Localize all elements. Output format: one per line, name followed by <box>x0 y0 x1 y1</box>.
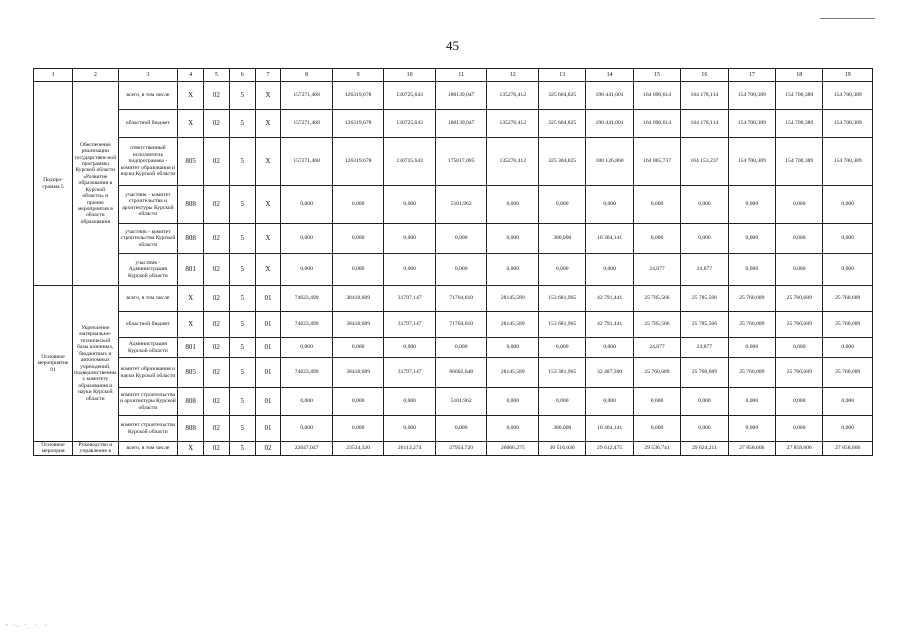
amount-cell: 0,000 <box>633 224 680 254</box>
amount-cell: 154 700,389 <box>823 138 873 186</box>
grbs-code-cell: X <box>178 286 204 312</box>
amount-cell: 164 178,114 <box>681 110 728 138</box>
column-header: 2 <box>73 69 118 82</box>
amount-cell: 0,000 <box>823 338 873 358</box>
table-row <box>34 224 873 254</box>
section-code-cell: 02 <box>204 416 230 442</box>
amount-cell: 154 700,389 <box>728 138 775 186</box>
amount-cell: 25 785,566 <box>633 286 680 312</box>
amount-cell: 164 178,114 <box>681 82 728 110</box>
section-code-cell: 02 <box>204 254 230 286</box>
budget-table <box>33 68 873 456</box>
amount-cell: 325 604,825 <box>539 82 586 110</box>
column-header: 3 <box>118 69 178 82</box>
amount-cell: 10 304,141 <box>586 224 633 254</box>
event-code-cell: 01 <box>255 416 281 442</box>
responsible-cell: областной бюджет <box>118 110 178 138</box>
amount-cell: 164 090,614 <box>633 110 680 138</box>
table-row <box>34 110 873 138</box>
amount-cell: 74623,490 <box>281 358 333 388</box>
section-code-cell: 02 <box>204 442 230 456</box>
subprogram-code-cell: 5 <box>229 224 255 254</box>
amount-cell: 24,877 <box>633 338 680 358</box>
responsible-cell: участник - Администрация Курской области <box>118 254 178 286</box>
amount-cell: 28145,589 <box>487 286 539 312</box>
amount-cell: 0,000 <box>384 254 436 286</box>
amount-cell: 25 760,689 <box>776 286 823 312</box>
footer-mark: " '- '. '. ' <box>6 624 48 630</box>
amount-cell: 25 760,689 <box>823 358 873 388</box>
event-code-cell: X <box>255 110 281 138</box>
amount-cell: 154 700,389 <box>776 138 823 186</box>
column-header: 8 <box>281 69 333 82</box>
table-row <box>34 442 873 456</box>
amount-cell: 0,000 <box>776 254 823 286</box>
amount-cell: 126319,678 <box>332 82 384 110</box>
table-row <box>34 286 873 312</box>
amount-cell: 0,000 <box>586 388 633 416</box>
amount-cell: 126319,678 <box>332 110 384 138</box>
responsible-cell: комитет строительства Курской области <box>118 416 178 442</box>
page-number: 45 <box>446 38 459 53</box>
program-name-cell: Укрепление материально-технической базы казенных, бюджетных и автономных учреждений, подведомственных комитету образования и науки Курской области <box>73 286 118 442</box>
amount-cell: 26066,275 <box>487 442 539 456</box>
table-row <box>34 254 873 286</box>
amount-cell: 0,000 <box>332 224 384 254</box>
amount-cell: 300,000 <box>539 224 586 254</box>
subprogram-code-cell: 5 <box>229 416 255 442</box>
amount-cell: 29 536,741 <box>633 442 680 456</box>
amount-cell: 0,000 <box>681 186 728 224</box>
amount-cell: 31797,147 <box>384 358 436 388</box>
amount-cell: 25 760,689 <box>633 358 680 388</box>
program-name-cell: Обеспечение реализации государствен-ной программы Курской области «Развитие образования в Курской области» и прочие мероприятия в области образования <box>73 82 118 286</box>
amount-cell: 32 487,300 <box>586 358 633 388</box>
grbs-code-cell: X <box>178 312 204 338</box>
amount-cell: 0,000 <box>728 186 775 224</box>
amount-cell: 0,000 <box>586 186 633 224</box>
section-code-cell: 02 <box>204 110 230 138</box>
amount-cell: 0,000 <box>776 416 823 442</box>
amount-cell: 0,000 <box>823 254 873 286</box>
amount-cell: 180139,047 <box>435 110 487 138</box>
amount-cell: 30 516,036 <box>539 442 586 456</box>
amount-cell: 0,000 <box>539 338 586 358</box>
amount-cell: 0,000 <box>539 186 586 224</box>
amount-cell: 0,000 <box>823 388 873 416</box>
amount-cell: 0,000 <box>586 254 633 286</box>
amount-cell: 0,000 <box>384 224 436 254</box>
amount-cell: 0,000 <box>281 224 333 254</box>
amount-cell: 0,000 <box>384 416 436 442</box>
amount-cell: 0,000 <box>776 186 823 224</box>
amount-cell: 0,000 <box>539 388 586 416</box>
amount-cell: 25 760,689 <box>823 312 873 338</box>
amount-cell: 130725,643 <box>384 82 436 110</box>
amount-cell: 38410,689 <box>332 286 384 312</box>
amount-cell: 0,000 <box>281 416 333 442</box>
amount-cell: 42 791,441 <box>586 312 633 338</box>
amount-cell: 154 700,389 <box>823 82 873 110</box>
amount-cell: 154 700,389 <box>728 82 775 110</box>
amount-cell: 0,000 <box>281 388 333 416</box>
responsible-cell: всего, в том числе <box>118 286 178 312</box>
amount-cell: 0,000 <box>435 338 487 358</box>
amount-cell: 0,000 <box>823 224 873 254</box>
amount-cell: 135276,412 <box>487 82 539 110</box>
grbs-code-cell: X <box>178 442 204 456</box>
program-status-cell: Подпро-грамма 5 <box>34 82 73 286</box>
table-row <box>34 138 873 186</box>
event-code-cell: X <box>255 254 281 286</box>
amount-cell: 0,000 <box>332 338 384 358</box>
section-code-cell: 02 <box>204 388 230 416</box>
amount-cell: 23534,320 <box>332 442 384 456</box>
amount-cell: 25 760,689 <box>728 312 775 338</box>
amount-cell: 135276,412 <box>487 138 539 186</box>
amount-cell: 0,000 <box>681 388 728 416</box>
amount-cell: 0,000 <box>823 186 873 224</box>
program-status-cell: Основное мероприятие 01 <box>34 286 73 442</box>
column-header: 13 <box>539 69 586 82</box>
top-rule <box>820 18 875 19</box>
amount-cell: 27 858,606 <box>728 442 775 456</box>
amount-cell: 25 760,689 <box>728 286 775 312</box>
event-code-cell: X <box>255 82 281 110</box>
amount-cell: 0,000 <box>435 254 487 286</box>
subprogram-code-cell: 5 <box>229 388 255 416</box>
amount-cell: 154 700,389 <box>776 110 823 138</box>
amount-cell: 0,000 <box>281 186 333 224</box>
amount-cell: 0,000 <box>332 186 384 224</box>
table-row <box>34 82 873 110</box>
amount-cell: 25 760,689 <box>681 358 728 388</box>
grbs-code-cell: 808 <box>178 388 204 416</box>
column-header: 9 <box>332 69 384 82</box>
amount-cell: 0,000 <box>487 388 539 416</box>
amount-cell: 325 604,825 <box>539 110 586 138</box>
table-row <box>34 416 873 442</box>
event-code-cell: 01 <box>255 358 281 388</box>
amount-cell: 0,000 <box>681 224 728 254</box>
amount-cell: 31797,147 <box>384 312 436 338</box>
amount-cell: 29 624,211 <box>681 442 728 456</box>
section-code-cell: 02 <box>204 358 230 388</box>
event-code-cell: 02 <box>255 442 281 456</box>
amount-cell: 157271,468 <box>281 138 333 186</box>
column-header: 19 <box>823 69 873 82</box>
amount-cell: 180 126,860 <box>586 138 633 186</box>
column-header: 7 <box>255 69 281 82</box>
amount-cell: 0,000 <box>586 338 633 358</box>
amount-cell: 25 760,689 <box>776 358 823 388</box>
amount-cell: 24,877 <box>633 254 680 286</box>
amount-cell: 0,000 <box>728 338 775 358</box>
amount-cell: 0,000 <box>487 416 539 442</box>
amount-cell: 0,000 <box>435 224 487 254</box>
amount-cell: 0,000 <box>728 388 775 416</box>
amount-cell: 10 304,141 <box>586 416 633 442</box>
amount-cell: 29 612,475 <box>586 442 633 456</box>
responsible-cell: комитет строительства и архитектуры Курской области <box>118 388 178 416</box>
event-code-cell: 01 <box>255 388 281 416</box>
amount-cell: 28145,589 <box>487 358 539 388</box>
grbs-code-cell: 805 <box>178 358 204 388</box>
amount-cell: 74623,490 <box>281 312 333 338</box>
grbs-code-cell: 805 <box>178 138 204 186</box>
responsible-cell: ответственный исполнитель подпрограммы - комитет образования и науки Курской области <box>118 138 178 186</box>
section-code-cell: 02 <box>204 224 230 254</box>
amount-cell: 24,877 <box>681 338 728 358</box>
subprogram-code-cell: 5 <box>229 186 255 224</box>
column-header: 6 <box>229 69 255 82</box>
amount-cell: 26113,274 <box>384 442 436 456</box>
amount-cell: 190 441,001 <box>586 82 633 110</box>
table-row <box>34 388 873 416</box>
amount-cell: 0,000 <box>633 416 680 442</box>
column-header: 4 <box>178 69 204 82</box>
column-header: 18 <box>776 69 823 82</box>
amount-cell: 153 381,965 <box>539 358 586 388</box>
amount-cell: 0,000 <box>823 416 873 442</box>
amount-cell: 164 065,737 <box>633 138 680 186</box>
responsible-cell: комитет образования и науки Курской области <box>118 358 178 388</box>
amount-cell: 126319,678 <box>332 138 384 186</box>
amount-cell: 0,000 <box>281 254 333 286</box>
program-status-cell: Основное мероприя <box>34 442 73 456</box>
amount-cell: 22047,047 <box>281 442 333 456</box>
amount-cell: 325 304,825 <box>539 138 586 186</box>
responsible-cell: всего, в том числе <box>118 82 178 110</box>
amount-cell: 0,000 <box>776 224 823 254</box>
amount-cell: 0,000 <box>728 224 775 254</box>
amount-cell: 0,000 <box>728 254 775 286</box>
amount-cell: 157271,468 <box>281 110 333 138</box>
amount-cell: 180139,047 <box>435 82 487 110</box>
section-code-cell: 02 <box>204 82 230 110</box>
subprogram-code-cell: 5 <box>229 312 255 338</box>
event-code-cell: 01 <box>255 312 281 338</box>
grbs-code-cell: 808 <box>178 224 204 254</box>
amount-cell: 0,000 <box>281 338 333 358</box>
amount-cell: 157271,468 <box>281 82 333 110</box>
amount-cell: 25 760,689 <box>776 312 823 338</box>
amount-cell: 27 858,606 <box>776 442 823 456</box>
grbs-code-cell: 801 <box>178 254 204 286</box>
event-code-cell: X <box>255 224 281 254</box>
responsible-cell: Администрация Курской области <box>118 338 178 358</box>
amount-cell: 25 760,689 <box>823 286 873 312</box>
amount-cell: 71704,610 <box>435 312 487 338</box>
amount-cell: 0,000 <box>332 254 384 286</box>
program-name-cell: Руководство и управление в <box>73 442 118 456</box>
amount-cell: 42 791,441 <box>586 286 633 312</box>
grbs-code-cell: 808 <box>178 186 204 224</box>
amount-cell: 130725,643 <box>384 110 436 138</box>
section-code-cell: 02 <box>204 138 230 186</box>
amount-cell: 164 090,614 <box>633 82 680 110</box>
section-code-cell: 02 <box>204 186 230 224</box>
table-row <box>34 338 873 358</box>
amount-cell: 175017,085 <box>435 138 487 186</box>
grbs-code-cell: 801 <box>178 338 204 358</box>
amount-cell: 31797,147 <box>384 286 436 312</box>
section-code-cell: 02 <box>204 338 230 358</box>
amount-cell: 5101,962 <box>435 186 487 224</box>
section-code-cell: 02 <box>204 312 230 338</box>
grbs-code-cell: 808 <box>178 416 204 442</box>
amount-cell: 164 153,237 <box>681 138 728 186</box>
amount-cell: 25 760,689 <box>728 358 775 388</box>
column-header: 14 <box>586 69 633 82</box>
amount-cell: 0,000 <box>539 254 586 286</box>
amount-cell: 66602,648 <box>435 358 487 388</box>
amount-cell: 0,000 <box>384 338 436 358</box>
amount-cell: 74623,490 <box>281 286 333 312</box>
amount-cell: 154 700,389 <box>823 110 873 138</box>
event-code-cell: 01 <box>255 286 281 312</box>
amount-cell: 0,000 <box>384 388 436 416</box>
column-header: 11 <box>435 69 487 82</box>
event-code-cell: X <box>255 186 281 224</box>
column-header: 10 <box>384 69 436 82</box>
subprogram-code-cell: 5 <box>229 138 255 186</box>
amount-cell: 154 700,389 <box>776 82 823 110</box>
amount-cell: 0,000 <box>487 224 539 254</box>
subprogram-code-cell: 5 <box>229 338 255 358</box>
amount-cell: 38410,689 <box>332 358 384 388</box>
responsible-cell: областной бюджет <box>118 312 178 338</box>
event-code-cell: X <box>255 138 281 186</box>
grbs-code-cell: X <box>178 110 204 138</box>
section-code-cell: 02 <box>204 286 230 312</box>
table-row <box>34 186 873 224</box>
table-row <box>34 358 873 388</box>
column-header: 1 <box>34 69 73 82</box>
amount-cell: 0,000 <box>487 338 539 358</box>
amount-cell: 0,000 <box>776 388 823 416</box>
amount-cell: 135276,412 <box>487 110 539 138</box>
subprogram-code-cell: 5 <box>229 254 255 286</box>
amount-cell: 154 700,389 <box>728 110 775 138</box>
amount-cell: 130725,643 <box>384 138 436 186</box>
column-header: 16 <box>681 69 728 82</box>
subprogram-code-cell: 5 <box>229 110 255 138</box>
amount-cell: 153 681,965 <box>539 286 586 312</box>
amount-cell: 0,000 <box>332 388 384 416</box>
amount-cell: 0,000 <box>633 186 680 224</box>
amount-cell: 0,000 <box>728 416 775 442</box>
amount-cell: 28145,589 <box>487 312 539 338</box>
subprogram-code-cell: 5 <box>229 286 255 312</box>
amount-cell: 24,877 <box>681 254 728 286</box>
column-header: 15 <box>633 69 680 82</box>
amount-cell: 27954,720 <box>435 442 487 456</box>
amount-cell: 300,000 <box>539 416 586 442</box>
event-code-cell: 01 <box>255 338 281 358</box>
subprogram-code-cell: 5 <box>229 358 255 388</box>
amount-cell: 0,000 <box>487 186 539 224</box>
amount-cell: 0,000 <box>681 416 728 442</box>
amount-cell: 0,000 <box>384 186 436 224</box>
amount-cell: 25 785,566 <box>681 286 728 312</box>
amount-cell: 25 785,566 <box>681 312 728 338</box>
amount-cell: 71704,610 <box>435 286 487 312</box>
amount-cell: 0,000 <box>435 416 487 442</box>
column-header: 5 <box>204 69 230 82</box>
amount-cell: 25 785,566 <box>633 312 680 338</box>
amount-cell: 0,000 <box>487 254 539 286</box>
table-row <box>34 312 873 338</box>
amount-cell: 0,000 <box>776 338 823 358</box>
amount-cell: 0,000 <box>332 416 384 442</box>
column-header: 12 <box>487 69 539 82</box>
column-header: 17 <box>728 69 775 82</box>
amount-cell: 27 858,606 <box>823 442 873 456</box>
amount-cell: 153 681,965 <box>539 312 586 338</box>
grbs-code-cell: X <box>178 82 204 110</box>
subprogram-code-cell: 5 <box>229 82 255 110</box>
amount-cell: 5101,962 <box>435 388 487 416</box>
subprogram-code-cell: 5 <box>229 442 255 456</box>
amount-cell: 0,000 <box>633 388 680 416</box>
column-number-row <box>34 69 873 82</box>
amount-cell: 190 441,001 <box>586 110 633 138</box>
responsible-cell: всего, в том числе <box>118 442 178 456</box>
amount-cell: 38410,689 <box>332 312 384 338</box>
responsible-cell: участник - комитет строительства Курской области <box>118 224 178 254</box>
responsible-cell: участник - комитет строительства и архитектуры Курской области <box>118 186 178 224</box>
